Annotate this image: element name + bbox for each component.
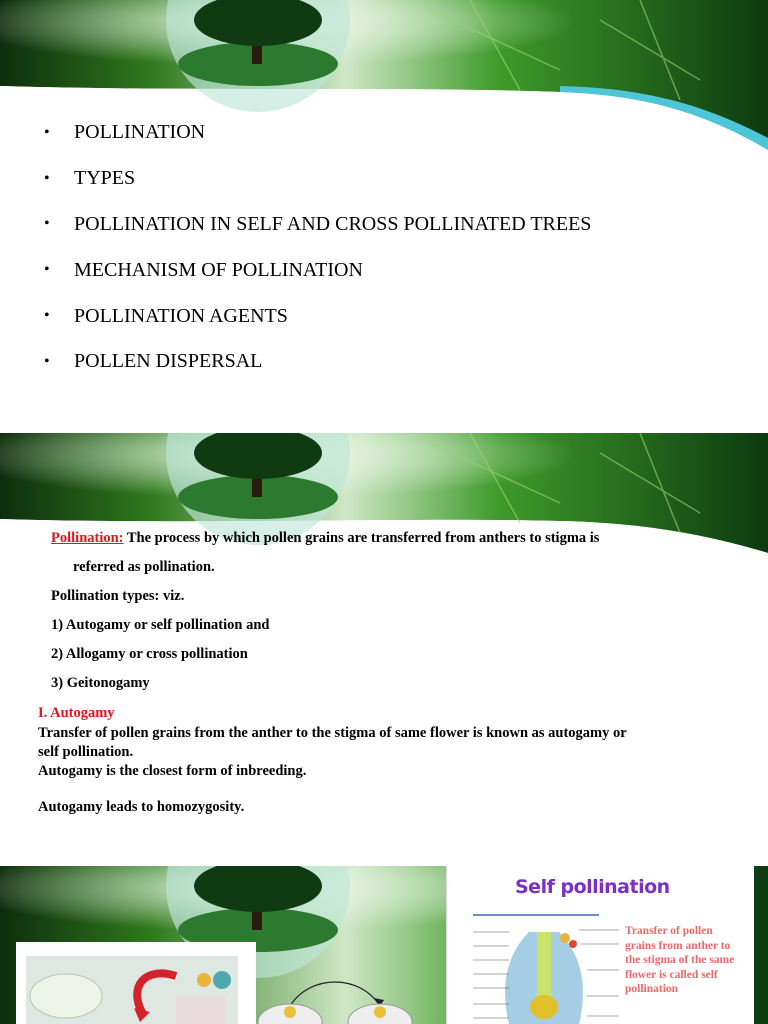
flower-diagram-center	[250, 976, 430, 1024]
definition-line-1	[51, 530, 599, 547]
bullet-item: • TYPES	[44, 167, 136, 190]
pollination-content	[0, 433, 768, 851]
bullet-item: • POLLINATION IN SELF AND CROSS POLLINATED TREES	[44, 212, 592, 235]
self-pollination-card	[446, 866, 754, 1024]
bullet-glyph: •	[44, 215, 50, 233]
type-item: 2) Allogamy or cross pollination	[51, 646, 248, 662]
slide-1	[0, 0, 768, 418]
types-heading: Pollination types: viz.	[51, 588, 185, 604]
bullet-glyph: •	[44, 261, 50, 279]
bullet-glyph: •	[44, 307, 50, 325]
bullet-item: • POLLINATION	[44, 121, 206, 144]
autogamy-line: self pollination.	[38, 744, 134, 760]
definition-line-2: referred as pollination.	[73, 559, 215, 575]
bullet-item: • POLLEN DISPERSAL	[44, 350, 263, 373]
self-pollination-title: Self pollination	[515, 876, 670, 898]
definition-text: The process by which pollen grains are transferred from anthers to stigma is	[123, 530, 600, 546]
type-item: 3) Geitonogamy	[51, 675, 150, 691]
pollination-term: Pollination:	[51, 530, 124, 546]
topic-bullet-list	[44, 110, 591, 385]
slide-gap	[0, 851, 768, 866]
slide-2	[0, 433, 768, 851]
self-pollination-diagram-image	[26, 956, 238, 1024]
bullet-glyph: •	[44, 352, 50, 370]
self-pollination-description: Transfer of pollen grains from anther to the stigma of the same flower is called self pollination	[625, 925, 735, 995]
bullet-glyph: •	[44, 123, 50, 141]
slide-gap	[0, 418, 768, 433]
bullet-item: • POLLINATION AGENTS	[44, 304, 288, 327]
type-item: 1) Autogamy or self pollination and	[51, 617, 270, 633]
autogamy-heading: I. Autogamy	[38, 705, 115, 721]
bullet-glyph: •	[44, 169, 50, 187]
autogamy-line: Autogamy leads to homozygosity.	[38, 799, 245, 815]
autogamy-line: Autogamy is the closest form of inbreeding.	[38, 763, 307, 779]
flower-cross-section-image	[469, 912, 621, 1024]
slide-3	[0, 866, 768, 1024]
autogamy-line: Transfer of pollen grains from the anther to the stigma of same flower is known as autogamy or	[38, 725, 627, 741]
bullet-item: • MECHANISM OF POLLINATION	[44, 258, 363, 281]
